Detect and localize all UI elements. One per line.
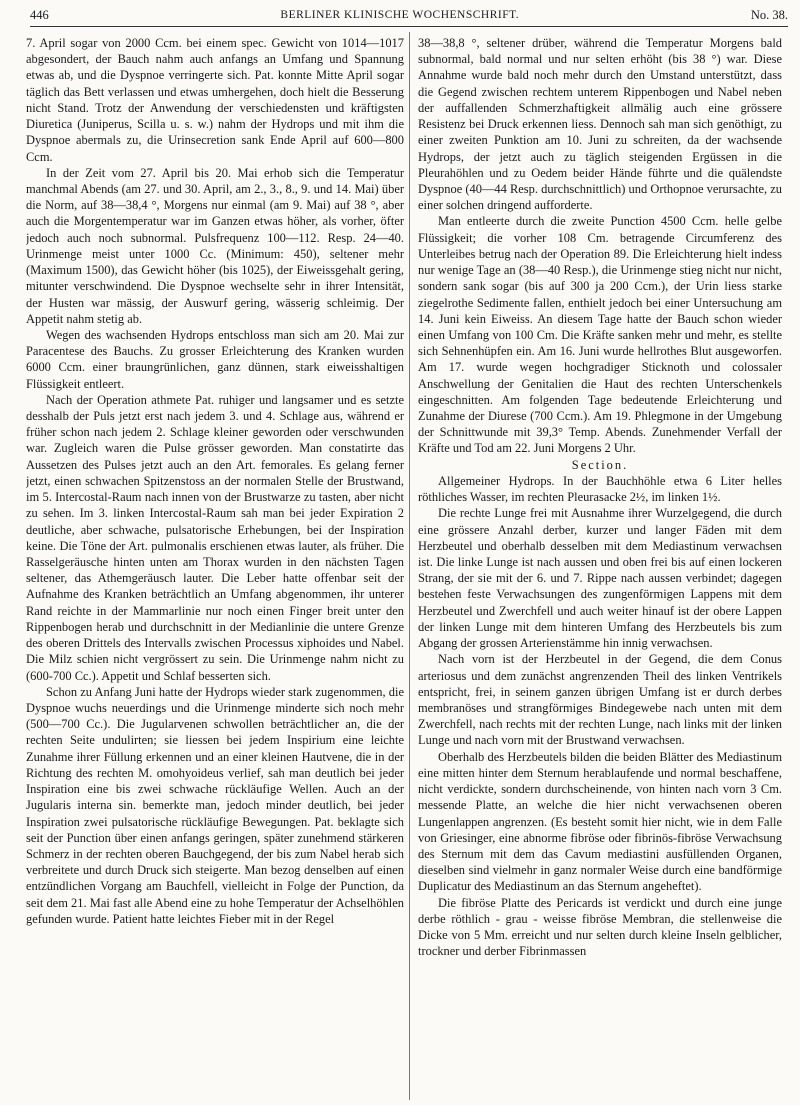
paragraph: Man entleerte durch die zweite Punction 4500 Ccm. helle gelbe Flüssigkeit; die vorher 108 Cm. betragende Circumferenz des Unterleibes betrug nach der Operation 89. Die Erleichterung hielt indess nur wenige Tage an (38—40 Resp.), die Urinmenge stieg nicht nur nicht, sondern sank sogar (bis auf 300 ja 200 Ccm.), der Urin liess starke ziegelrothe Sedimente fallen, enthielt jedoch bei einer Untersuchung am 14. Juni kein Eiweiss. An diesem Tage hatte der Bauch schon wieder einen Umfang von 100 Cm. Die Kräfte sanken mehr und mehr, es stellte sich Sehnenhüpfen ein. Am 16. Juni wurde hellrothes Blut ausgeworfen. Am 17. wurde wegen hochgradiger Sticknoth und colossaler Anschwellung der Genitalien die Haut des rechten Unterschenkels eingeschnitten. Am folgenden Tage bedeutende Erleichterung und Zunahme der Diurese (700 Ccm.). Am 19. Phlegmone in der Umgebung der Schnittwunde mit 39,3° Temp. Abends. Zunehmender Verfall der Kräfte und Tod am 22. Juni Morgens 2 Uhr. xyxy=(418,214,782,456)
paragraph: Oberhalb des Herzbeutels bilden die beiden Blätter des Mediastinum eine mitten hinter dem Sternum herablaufende und normal beschaffene, nicht verdickte, sondern durchscheinende, von hinten nach vorn 3 Cm. messende Platte, an welche die hier nicht verwachsenen oberen Lungenlappen angrenzen. (Es besteht somit hier nicht, wie in dem Falle von Griesinger, eine abnorme fibröse oder fibrinös-fibröse Verwachsung des Sternum mit dem das Cavum mediastini ausfüllenden Organen, dieselben sind vielmehr in ganz normaler Weise durch eine bandförmige Duplicatur des Mediastinum an das Sternum angeheftet). xyxy=(418,749,782,894)
paragraph: Die fibröse Platte des Pericards ist verdickt und durch eine junge derbe röthlich - grau - weisse fibröse Membran, die stellenweise die Dicke von 5 Mm. erreicht und nur selten durch kleine Inseln gelblicher, trockner und derber Fibrinmassen xyxy=(418,895,782,959)
right-column xyxy=(418,35,782,1103)
paragraph: 7. April sogar von 2000 Ccm. bei einem spec. Gewicht von 1014—1017 abgesondert, der Bauch nahm auch anfangs an Umfang und Spannung etwas ab, und die Dyspnoe verringerte sich. Pat. konnte Mitte April sogar täglich das Bett verlassen und etwas umhergehen, doch hielt die Besserung nicht Stand. Trotz der Anwendung der verschiedensten und kräftigsten Diuretica (Juniperus, Scilla u. s. w.) nahm der Hydrops und mit ihm die Dyspnoe abermals zu, die Urinsecretion sank Ende April auf 600—800 Ccm. xyxy=(26,36,404,164)
section-heading: Section. xyxy=(571,457,629,472)
paragraph: Wegen des wachsenden Hydrops entschloss man sich am 20. Mai zur Paracentese des Bauchs. Zu grosser Erleichterung des Kranken wurden 6000 Ccm. einer braungrünlichen, ganz dünnen, stark eiweisshaltigen Flüssigkeit entleert. xyxy=(26,327,404,391)
paragraph: Schon zu Anfang Juni hatte der Hydrops wieder stark zugenommen, die Dyspnoe wuchs neuerdings und die Urinmenge minderte sich noch mehr (500—700 Cc.). Die Jugularvenen schwollen beträchtlicher an, die der rechten Seite undulirten; sie liessen bei jedem Inspirium eine leichte Zunahme ihrer Füllung erkennen und an einer kleinen Hautvene, die in der Richtung des rechten M. omohyoideus verlief, sah man deutlich bei jeder Inspiration eine bis zwei schwache rückläufige Wellen. Auch an der Jugularis interna sin. bemerkte man, jedoch minder deutlich, bei jeder Inspiration zwei pulsatorische rückläufige Bewegungen. Pat. beklagte sich seit der Punction über einen anfangs geringen, später zunehmend stärkeren Schmerz in der rechten oberen Bauchgegend, der bis zum Nabel herab sich verbreitete und durch Druck sich steigerte. Man bezog denselben auf einen entzündlichen Vorgang am Bauchfell, vielleicht in Folge der Punction, da seit dem 21. Mai fast alle Abend eine zu hohe Temperatur der Achselhöhlen gefunden wurde. Patient hatte leichtes Fieber mit in der Regel xyxy=(26,684,404,926)
page-header xyxy=(30,4,788,27)
journal-title: BERLINER KLINISCHE WOCHENSCHRIFT. xyxy=(280,9,520,21)
issue-number: No. 38. xyxy=(750,7,788,22)
paragraph: Nach vorn ist der Herzbeutel in der Gegend, die dem Conus arteriosus und dem zunächst angrenzenden Theil des linken Ventrikels entspricht, frei, in seinem ganzen übrigen Umfang ist er durch derbes membranöses und strangförmiges Bindegewebe nach unten mit dem Zwerchfell, nach rechts mit der rechten Lunge, nach links mit der linken Lunge und nach vorn mit der Brustwand verwachsen. xyxy=(418,652,782,748)
page-number: 446 xyxy=(30,7,49,22)
paragraph: In der Zeit vom 27. April bis 20. Mai erhob sich die Temperatur manchmal Abends (am 27. und 30. April, am 2., 3., 8., 9. und 14. Mai) über die Norm, auf 38—38,4 °, Morgens nur einmal (am 9. Mai) auf 38 °, aber auch die Morgentemperatur war im Ganzen etwas höher, als vorher, öfter jedoch auch noch subnormal. Pulsfrequenz 100—112. Resp. 24—40. Urinmenge meist unter 1000 Cc. (Minimum: 450), seltener mehr (Maximum 1500), das Gewicht höher (bis 1025), der Eiweissgehalt gering, mitunter verschwindend. Die Dyspnoe wechselte sehr in ihrer Intensität, der Husten war mässig, der Auswurf gering, wässerig schleimig. Der Appetit nahm stetig ab. xyxy=(26,165,404,326)
paragraph: Allgemeiner Hydrops. In der Bauchhöhle etwa 6 Liter helles röthliches Wasser, im rechten Pleurasacke 2½, im linken 1½. xyxy=(418,473,782,505)
paragraph: 38—38,8 °, seltener drüber, während die Temperatur Morgens bald subnormal, bald normal und nur selten erhöht (bis 38 °) war. Diese Annahme wurde bald noch mehr durch den Umstand unterstützt, dass die Gegend zwischen rechtem unterem Rippenbogen und Nabel neben der auffallenden Schmerzhaftigkeit allmälig auch eine grössere Resistenz bei Druck erkennen liess. Dennoch sah man sich genöthigt, zu einer zweiten Punktion am 10. Juni zu schreiten, da der wachsende Hydrops, der jetzt auch zu täglich steigenden Ergüssen in die Pleurahöhlen und zu Oedem beider Hände führte und die quälendste Dyspnoe (40—44 Resp. durchschnittlich) und Orthopnoe verursachte, zu einer solchen dringend aufforderte. xyxy=(418,36,782,213)
column-divider xyxy=(409,32,410,1100)
paragraph: Nach der Operation athmete Pat. ruhiger und langsamer und es setzte desshalb der Puls jetzt erst nach jedem 3. und 4. Schlage aus, während er früher schon nach jedem 2. Schlage kleiner geworden oder verschwunden war. Zugleich waren die Pulse grösser geworden. Man constatirte das Aussetzen des Pulses jetzt auch an den Art. femorales. Es gelang ferner jetzt, einen schwachen Spitzenstoss an der normalen Stelle der Brustwand, im 5. Intercostal-Raum nach innen von der Brustwarze zu tasten, aber nicht zu sehen. Im 3. linken Intercostal-Raum sah man bei jeder Expiration 2 deutliche, aber schwache, pulsatorische Erhebungen, bei der Inspiration keine. Die Töne der Art. pulmonalis erschienen etwas lauter, als früher. Die Rasselgeräusche hinten unten am Thorax wurden in den nächsten Tagen seltener, das Athemgeräusch lauter. Die Leber hatte offenbar seit der Aufnahme des Kranken beträchtlich an Umfang abgenommen, ihr unterer Rand reichte in der Mammarlinie nur noch einen Finger breit unter den Rippenbogen herab und durchschnitt in der Medianlinie die untere Grenze des oberen Drittels des Intervalls zwischen Processus xiphoides und Nabel. Die Milz schien nicht vergrössert zu sein. Die Urinmenge nahm nicht zu (600-700 Cc.). Appetit und Schlaf besserten sich. xyxy=(26,392,404,683)
paragraph: Die rechte Lunge frei mit Ausnahme ihrer Wurzelgegend, die durch eine grössere Anzahl derber, kurzer und langer Fäden mit dem Herzbeutel und oberhalb desselben mit dem Mediastinum verwachsen ist. Die linke Lunge ist nach aussen und oben frei bis auf einen lockeren Strang, der sie mit der 6. und 7. Rippe nach aussen verbindet; dagegen bestehen feste Verwachsungen des zungenförmigen Lappens mit dem Herzbeutel und Zwerchfell und auch weiter hinauf ist der obere Lappen der linken Lunge mit dem hinteren Umfang des Herzbeutels bis zum Abgang der grossen Arterienstämme hin innig verwachsen. xyxy=(418,506,782,651)
left-column xyxy=(26,35,404,1103)
